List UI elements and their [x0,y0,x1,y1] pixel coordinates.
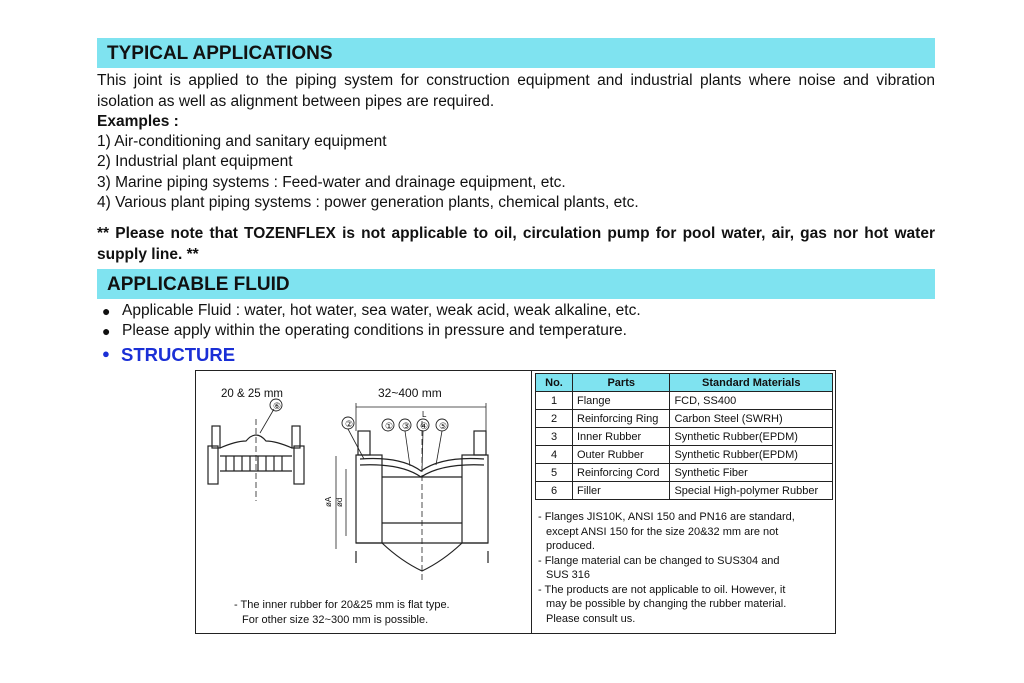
note-line: - Flanges JIS10K, ANSI 150 and PN16 are standard, [538,511,795,523]
bullet-icon: ● [102,323,111,339]
example-item: 1) Air-conditioning and sanitary equipment [97,133,387,150]
example-item: 2) Industrial plant equipment [97,153,293,170]
callout-2: ② [345,420,354,430]
part-number: 4 [536,446,573,464]
callout-5: ⑤ [439,422,448,432]
drawing-note [234,598,450,627]
table-header-row [536,374,833,392]
part-name: Reinforcing Ring [573,410,670,428]
column-header: Standard Materials [670,374,833,392]
part-material: Synthetic Rubber(EPDM) [670,446,833,464]
dimension-d-label: ød [335,497,344,507]
part-name: Outer Rubber [573,446,670,464]
part-material: FCD, SS400 [670,392,833,410]
typical-applications-heading: TYPICAL APPLICATIONS [107,43,333,64]
note-line: produced. [546,540,595,552]
part-material: Synthetic Rubber(EPDM) [670,428,833,446]
table-row [536,428,833,446]
drawing-note-line: - The inner rubber for 20&25 mm is flat type. [234,599,450,611]
table-row [536,482,833,500]
note-line: - Flange material can be changed to SUS304 and [538,554,780,567]
structure-heading: STRUCTURE [121,344,236,365]
large-joint-drawing [336,403,488,581]
fluid-item: Applicable Fluid : water, hot water, sea water, weak acid, weak alkaline, etc. [122,302,641,319]
panel-divider [531,370,532,634]
table-row [536,410,833,428]
applicable-fluid-heading: APPLICABLE FLUID [107,274,290,295]
note-line: Please consult us. [546,612,636,625]
example-item: 3) Marine piping systems : Feed-water and drainage equipment, etc. [97,174,566,191]
example-item: 4) Various plant piping systems : power generation plants, chemical plants, etc. [97,194,639,211]
note-line: may be possible by changing the rubber material. [546,598,787,610]
part-number: 2 [536,410,573,428]
applications-intro: This joint is applied to the piping system for construction equipment and industrial plants where noise and vibration isolation as well as alignment between pipes are required. [97,72,935,110]
bullet-icon: ● [102,346,110,361]
part-material: Synthetic Fiber [670,464,833,482]
dimension-L-label: L [422,410,427,419]
part-number: 1 [536,392,573,410]
part-name: Reinforcing Cord [573,464,670,482]
column-header: Parts [573,374,670,392]
note-line: except ANSI 150 for the size 20&32 mm are not [546,525,779,538]
drawing-note-line: For other size 32~300 mm is possible. [242,613,429,626]
parts-table [535,373,833,500]
joint-cross-section-drawing [196,371,530,633]
callout-3: ③ [402,422,411,432]
size-label-large: 32~400 mm [378,386,442,400]
part-name: Filler [573,482,670,500]
small-joint-drawing [208,399,304,501]
table-row [536,464,833,482]
part-material: Carbon Steel (SWRH) [670,410,833,428]
callout-6: ⑥ [273,402,282,412]
callout-4: ④ [420,422,429,432]
part-name: Inner Rubber [573,428,670,446]
column-header: No. [536,374,573,392]
typical-applications-banner [97,38,935,68]
note-line: SUS 316 [546,569,591,581]
callout-1: ① [385,422,394,432]
examples-label: Examples : [97,113,179,130]
part-number: 5 [536,464,573,482]
bullet-icon: ● [102,303,111,319]
fluid-item: Please apply within the operating conditions in pressure and temperature. [122,322,627,339]
applicability-note: ** Please note that TOZENFLEX is not applicable to oil, circulation pump for pool water, air, gas nor hot water supply line. ** [97,225,935,263]
table-row [536,392,833,410]
applicable-fluid-banner [97,269,935,299]
structure-notes [538,510,828,626]
part-number: 6 [536,482,573,500]
part-name: Flange [573,392,670,410]
part-material: Special High-polymer Rubber [670,482,833,500]
size-label-small: 20 & 25 mm [221,388,283,400]
note-line: - The products are not applicable to oil. However, it [538,583,786,596]
table-row [536,446,833,464]
part-number: 3 [536,428,573,446]
dimension-A-label: øA [324,496,333,507]
